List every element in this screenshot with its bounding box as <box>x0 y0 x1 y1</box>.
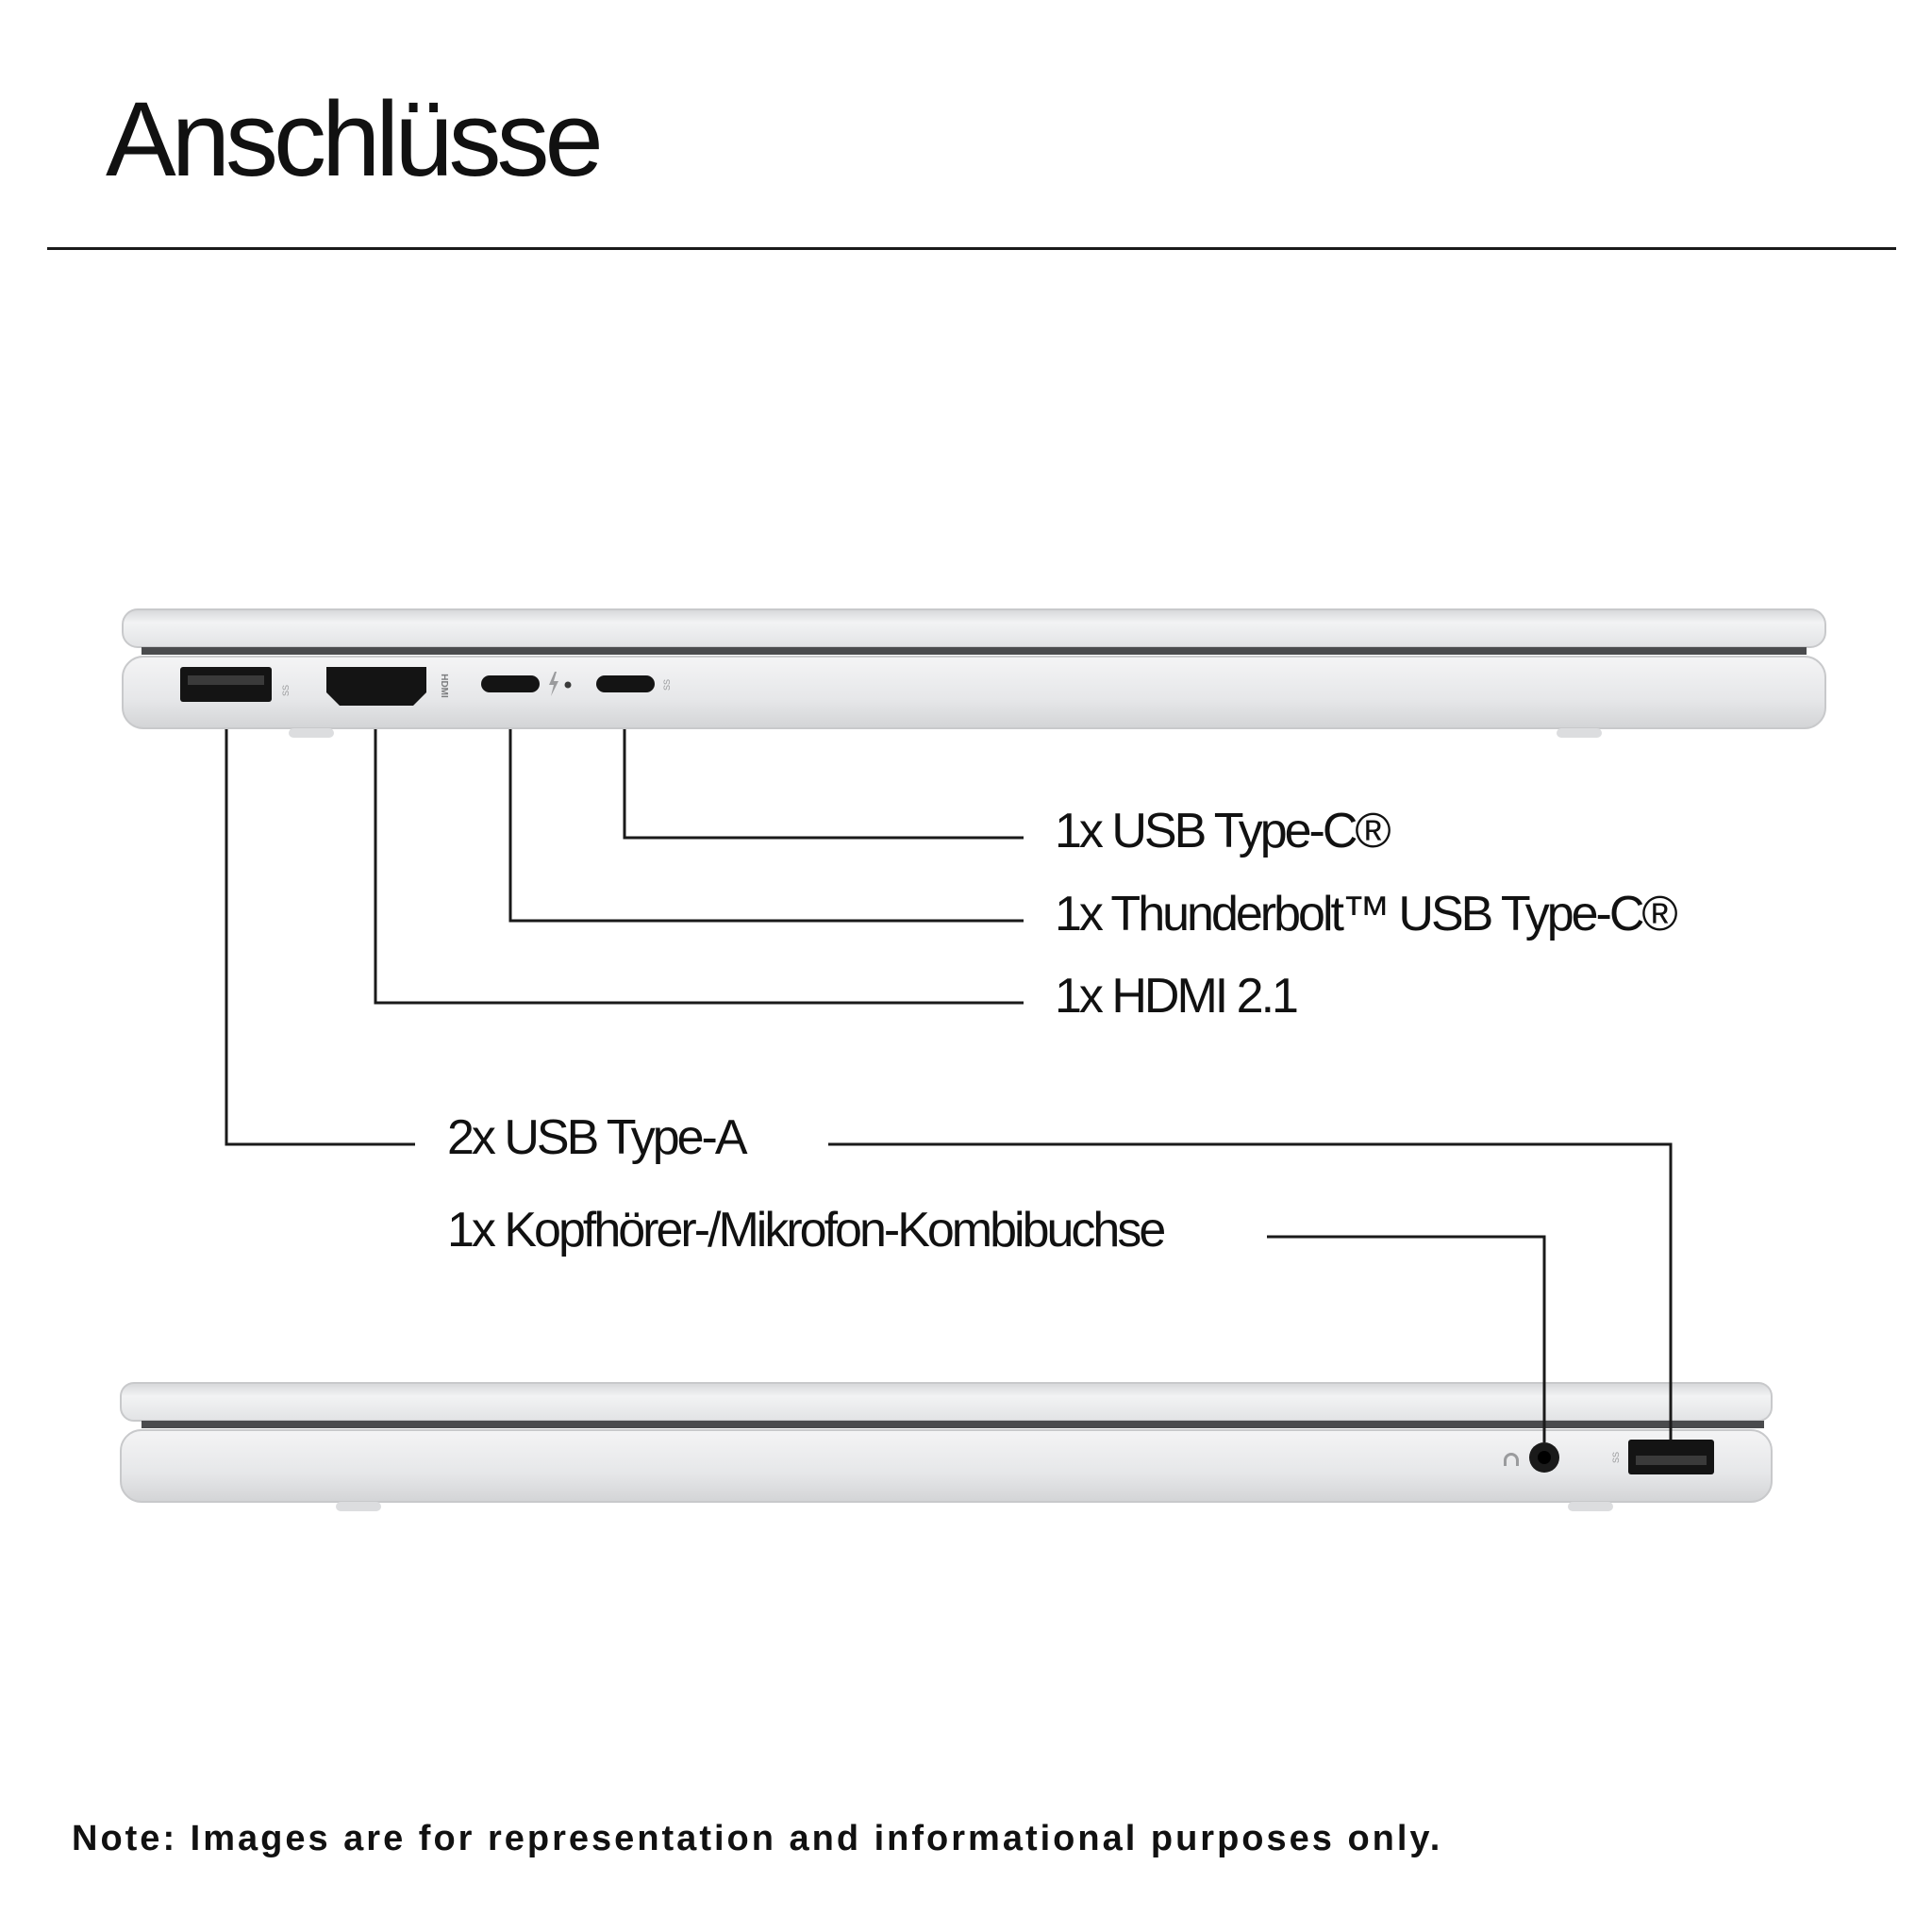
rubber-foot-right <box>1557 728 1602 738</box>
label-usb-a: 2x USB Type-A <box>447 1110 745 1165</box>
laptop-hinge-gap <box>142 647 1807 655</box>
page-title: Anschlüsse <box>106 80 599 198</box>
usb-a-port-tongue <box>1636 1456 1707 1465</box>
label-audio-jack: 1x Kopfhörer-/Mikrofon-Kombibuchse <box>447 1203 1164 1257</box>
rubber-foot-right <box>1568 1502 1613 1511</box>
leader-line-usb-c <box>625 729 1024 838</box>
rubber-foot-left <box>336 1502 381 1511</box>
label-thunderbolt: 1x Thunderbolt™ USB Type-C® <box>1055 887 1675 941</box>
usb-c-ss-marking: SS <box>662 678 672 691</box>
laptop-right-side <box>121 1383 1772 1511</box>
usb-ss-marking: SS <box>1611 1451 1621 1464</box>
usb-c-port-icon <box>596 675 655 692</box>
laptop-lid <box>123 609 1825 647</box>
disclaimer-note: Note: Images are for representation and informational purposes only. <box>72 1819 1443 1858</box>
leader-line-hdmi <box>375 729 1024 1003</box>
laptop-base <box>121 1430 1772 1502</box>
audio-jack-inner <box>1538 1451 1551 1464</box>
hdmi-marking: HDMI <box>439 674 449 698</box>
thunderbolt-usb-c-port-icon <box>481 675 540 692</box>
laptop-lid <box>121 1383 1772 1421</box>
laptop-hinge-gap <box>142 1421 1764 1428</box>
usb-a-port-tongue <box>188 675 264 685</box>
usb-ss-marking: SS <box>281 684 291 697</box>
rubber-foot-left <box>289 728 334 738</box>
label-usb-c: 1x USB Type-C® <box>1055 804 1389 858</box>
laptop-left-side <box>123 609 1825 738</box>
charging-indicator-light <box>565 682 572 689</box>
label-hdmi: 1x HDMI 2.1 <box>1055 969 1296 1024</box>
leader-line-thunderbolt <box>510 729 1024 921</box>
leader-line-usb-a-left <box>226 729 415 1144</box>
hdmi-port-icon <box>326 667 426 706</box>
leader-lines <box>226 729 1671 1442</box>
